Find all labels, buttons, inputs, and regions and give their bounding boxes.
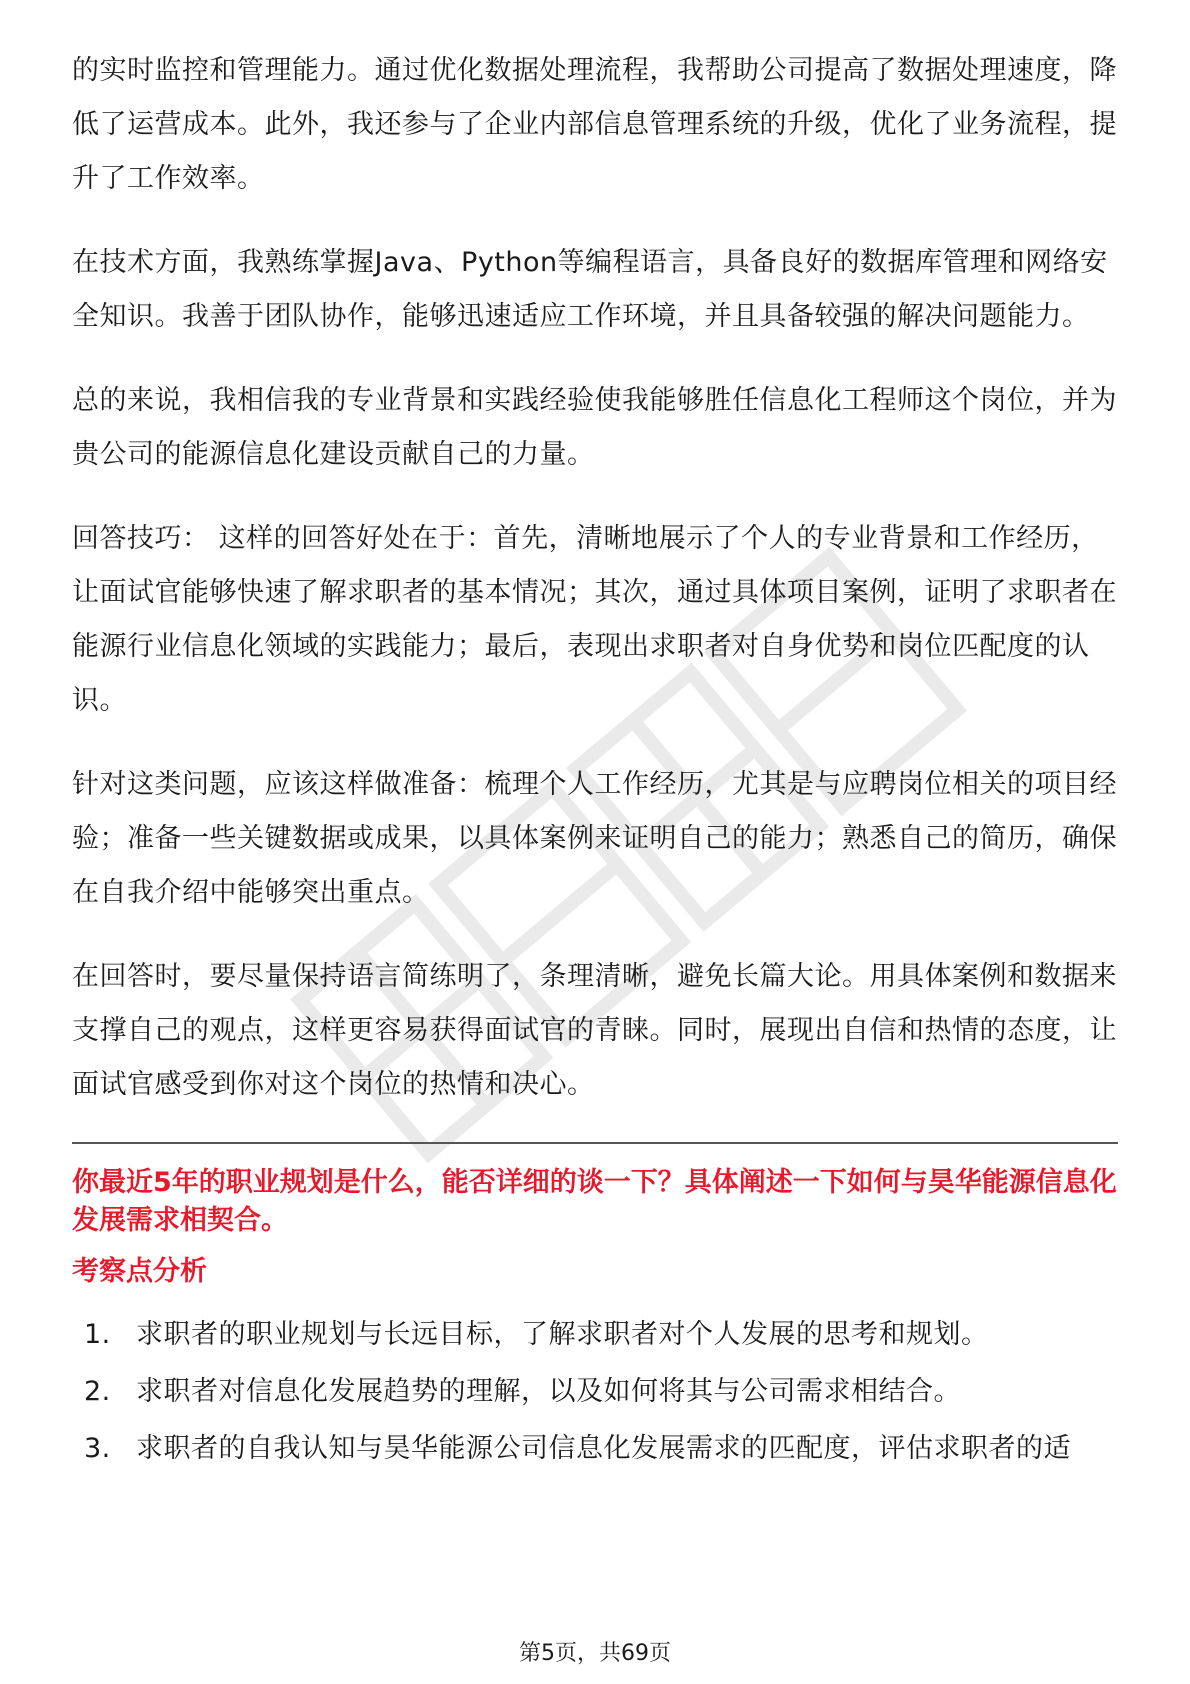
analysis-list [72,1306,1118,1477]
list-item-number: 3. [84,1433,111,1464]
list-item-text: 求职者对信息化发展趋势的理解，以及如何将其与公司需求相结合。 [136,1376,961,1407]
list-item-text: 求职者的职业规划与长远目标，了解求职者对个人发展的思考和规划。 [136,1319,989,1350]
page-number-footer: 第5页，共69页 [519,1641,671,1666]
paragraph-project-experience: 的实时监控和管理能力。通过优化数据处理流程，我帮助公司提高了数据处理速度，降低了运营成本。此外，我还参与了企业内部信息管理系统的升级，优化了业务流程，提升了工作效率。 [72,55,1117,194]
section-divider [72,1142,1118,1144]
paragraph-answer-tips: 回答技巧： 这样的回答好处在于：首先，清晰地展示了个人的专业背景和工作经历，让面试官能够快速了解求职者的基本情况；其次，通过具体项目案例，证明了求职者在能源行业信息化领域的实践能力；最后，表现出求职者对自身优势和岗位匹配度的认识。 [72,523,1117,716]
main-content [72,44,1118,1477]
paragraph-summary: 总的来说，我相信我的专业背景和实践经验使我能够胜任信息化工程师这个岗位，并为贵公司的能源信息化建设贡献自己的力量。 [72,385,1117,470]
paragraph-preparation: 针对这类问题，应该这样做准备：梳理个人工作经历，尤其是与应聘岗位相关的项目经验；准备一些关键数据或成果，以具体案例来证明自己的能力；熟悉自己的简历，确保在自我介绍中能够突出重点。 [72,769,1117,908]
list-item [72,1363,1118,1420]
list-item [72,1306,1118,1363]
paragraph-answer-advice: 在回答时，要尽量保持语言简练明了，条理清晰，避免长篇大论。用具体案例和数据来支撑自己的观点，这样更容易获得面试官的青睐。同时，展现出自信和热情的态度，让面试官感受到你对这个岗位的热情和决心。 [72,961,1117,1100]
list-item [72,1420,1118,1477]
list-item-text: 求职者的自我认知与昊华能源公司信息化发展需求的匹配度，评估求职者的适 [136,1433,1071,1464]
paragraph-technical-skills: 在技术方面，我熟练掌握Java、Python等编程语言，具备良好的数据库管理和网络安全知识。我善于团队协作，能够迅速适应工作环境，并且具备较强的解决问题能力。 [72,247,1108,332]
interview-question: 你最近5年的职业规划是什么，能否详细的谈一下？具体阐述一下如何与昊华能源信息化发展需求相契合。 [72,1167,1117,1236]
list-item-number: 2. [84,1376,111,1407]
list-item-number: 1. [84,1319,111,1350]
analysis-heading: 考察点分析 [72,1256,207,1287]
